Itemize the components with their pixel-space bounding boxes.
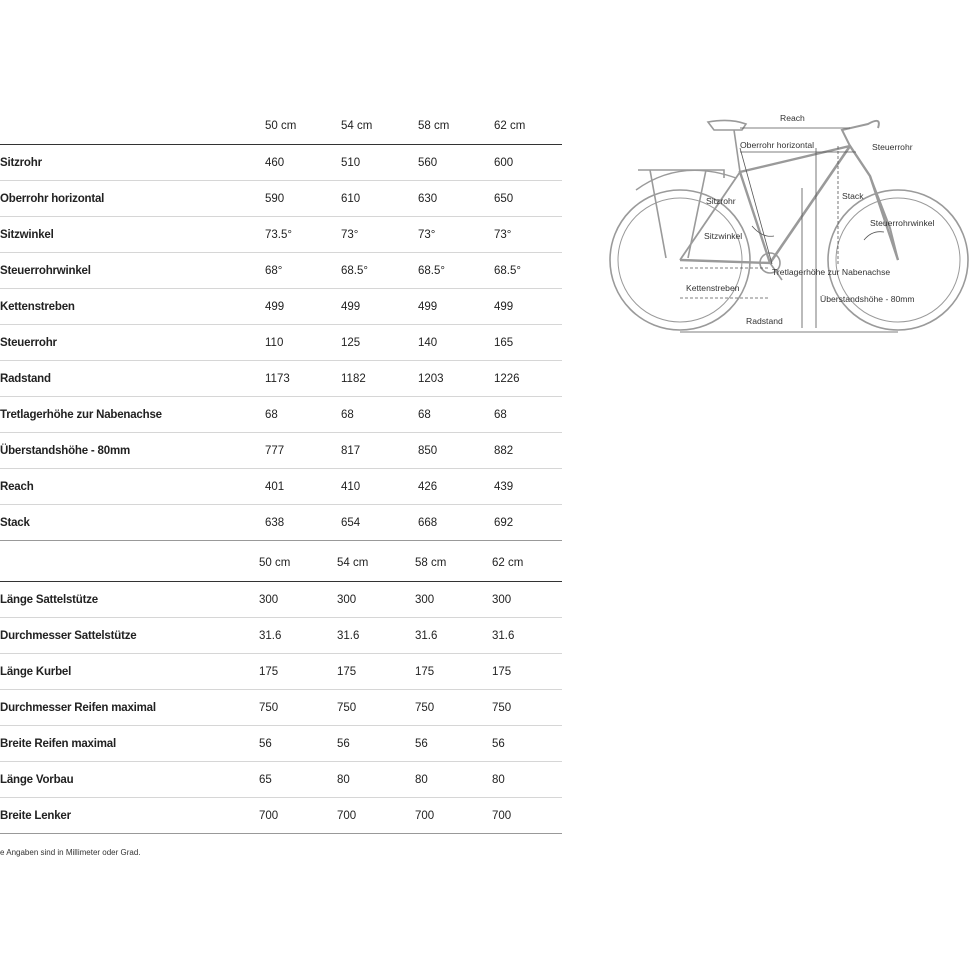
table-row bbox=[0, 762, 562, 798]
cell-value: 125 bbox=[341, 336, 361, 349]
cell-value: 750 bbox=[492, 701, 512, 714]
cell-value: 68° bbox=[265, 264, 283, 277]
cell-value: 401 bbox=[265, 480, 285, 493]
table-row bbox=[0, 433, 562, 469]
table-row bbox=[0, 217, 562, 253]
label-steuerrohrwinkel: Steuerrohrwinkel bbox=[870, 218, 935, 228]
cell-value: 140 bbox=[418, 336, 438, 349]
size-header: 54 cm bbox=[337, 557, 369, 569]
table-row bbox=[0, 181, 562, 217]
cell-value: 110 bbox=[265, 336, 284, 349]
cell-value: 68.5° bbox=[418, 264, 445, 277]
cell-value: 68 bbox=[418, 408, 431, 421]
cell-value: 410 bbox=[341, 480, 361, 493]
cell-value: 56 bbox=[259, 737, 272, 750]
label-stack: Stack bbox=[842, 191, 864, 201]
table-row bbox=[0, 505, 562, 541]
cell-value: 590 bbox=[265, 192, 285, 205]
cell-value: 300 bbox=[415, 593, 435, 606]
cell-value: 56 bbox=[415, 737, 428, 750]
cell-value: 175 bbox=[415, 665, 435, 678]
components-table bbox=[0, 545, 562, 834]
table-row bbox=[0, 145, 562, 181]
row-label: Durchmesser Reifen maximal bbox=[0, 701, 156, 714]
cell-value: 750 bbox=[337, 701, 357, 714]
size-header-row bbox=[0, 108, 562, 145]
bike-geometry-diagram bbox=[606, 108, 974, 340]
cell-value: 68.5° bbox=[341, 264, 368, 277]
cell-value: 175 bbox=[259, 665, 279, 678]
row-label: Oberrohr horizontal bbox=[0, 192, 105, 205]
cell-value: 68 bbox=[494, 408, 507, 421]
cell-value: 750 bbox=[415, 701, 435, 714]
cell-value: 73° bbox=[418, 228, 436, 241]
row-label: Länge Sattelstütze bbox=[0, 593, 99, 606]
cell-value: 31.6 bbox=[415, 629, 438, 642]
table-row bbox=[0, 618, 562, 654]
cell-value: 1173 bbox=[265, 372, 290, 385]
cell-value: 426 bbox=[418, 480, 438, 493]
dimension-labels bbox=[686, 113, 935, 326]
cell-value: 80 bbox=[337, 773, 350, 786]
cell-value: 700 bbox=[259, 809, 279, 822]
row-label: Länge Kurbel bbox=[0, 665, 72, 678]
cell-value: 499 bbox=[418, 300, 438, 313]
label-ueberstand: Überstandshöhe - 80mm bbox=[820, 294, 915, 304]
cell-value: 510 bbox=[341, 156, 361, 169]
label-oberrohr: Oberrohr horizontal bbox=[740, 140, 815, 150]
cell-value: 638 bbox=[265, 516, 285, 529]
cell-value: 850 bbox=[418, 444, 438, 457]
cell-value: 175 bbox=[492, 665, 512, 678]
cell-value: 692 bbox=[494, 516, 514, 529]
cell-value: 777 bbox=[265, 444, 285, 457]
row-label: Überstandshöhe - 80mm bbox=[0, 444, 130, 457]
size-header: 50 cm bbox=[265, 120, 297, 132]
table-row bbox=[0, 397, 562, 433]
cell-value: 460 bbox=[265, 156, 285, 169]
row-label: Durchmesser Sattelstütze bbox=[0, 629, 137, 642]
cell-value: 817 bbox=[341, 444, 361, 457]
row-label: Tretlagerhöhe zur Nabenachse bbox=[0, 408, 162, 421]
cell-value: 165 bbox=[494, 336, 514, 349]
cell-value: 300 bbox=[259, 593, 279, 606]
cell-value: 73° bbox=[341, 228, 359, 241]
cell-value: 882 bbox=[494, 444, 514, 457]
cell-value: 499 bbox=[265, 300, 285, 313]
row-label: Kettenstreben bbox=[0, 300, 75, 313]
cell-value: 700 bbox=[337, 809, 357, 822]
cell-value: 668 bbox=[418, 516, 438, 529]
cell-value: 650 bbox=[494, 192, 514, 205]
table-row bbox=[0, 361, 562, 397]
label-reach: Reach bbox=[780, 113, 805, 123]
row-label: Länge Vorbau bbox=[0, 773, 74, 786]
size-header: 58 cm bbox=[415, 557, 447, 569]
row-label: Stack bbox=[0, 516, 30, 529]
row-label: Sitzrohr bbox=[0, 156, 42, 169]
row-label: Breite Reifen maximal bbox=[0, 737, 116, 750]
cell-value: 68.5° bbox=[494, 264, 521, 277]
label-tretlager: Tretlagerhöhe zur Nabenachse bbox=[772, 267, 891, 277]
cell-value: 1203 bbox=[418, 372, 444, 385]
cell-value: 600 bbox=[494, 156, 514, 169]
table-row bbox=[0, 726, 562, 762]
row-label: Steuerrohrwinkel bbox=[0, 264, 91, 277]
cell-value: 700 bbox=[492, 809, 512, 822]
size-header: 50 cm bbox=[259, 557, 291, 569]
cell-value: 31.6 bbox=[337, 629, 360, 642]
row-label: Sitzwinkel bbox=[0, 228, 54, 241]
table-row bbox=[0, 253, 562, 289]
label-steuerrohr: Steuerrohr bbox=[872, 142, 913, 152]
size-header-row bbox=[0, 545, 562, 582]
table-row bbox=[0, 469, 562, 505]
footnote: e Angaben sind in Millimeter oder Grad. bbox=[0, 848, 141, 857]
size-header: 54 cm bbox=[341, 120, 373, 132]
cell-value: 300 bbox=[492, 593, 512, 606]
cell-value: 439 bbox=[494, 480, 514, 493]
cell-value: 73° bbox=[494, 228, 512, 241]
cell-value: 56 bbox=[492, 737, 505, 750]
cell-value: 80 bbox=[415, 773, 428, 786]
cell-value: 499 bbox=[494, 300, 514, 313]
cell-value: 31.6 bbox=[492, 629, 515, 642]
geometry-table bbox=[0, 108, 562, 541]
table-row bbox=[0, 654, 562, 690]
row-label: Reach bbox=[0, 480, 34, 493]
label-sitzrohr: Sitzrohr bbox=[706, 196, 736, 206]
cell-value: 700 bbox=[415, 809, 435, 822]
table-row bbox=[0, 690, 562, 726]
table-row bbox=[0, 289, 562, 325]
size-header: 58 cm bbox=[418, 120, 450, 132]
label-kettenstreben: Kettenstreben bbox=[686, 283, 740, 293]
table-row bbox=[0, 582, 562, 618]
cell-value: 56 bbox=[337, 737, 350, 750]
table-row bbox=[0, 325, 562, 361]
cell-value: 73.5° bbox=[265, 228, 292, 241]
cell-value: 560 bbox=[418, 156, 438, 169]
cell-value: 80 bbox=[492, 773, 505, 786]
cell-value: 68 bbox=[265, 408, 278, 421]
size-header: 62 cm bbox=[492, 557, 524, 569]
row-label: Breite Lenker bbox=[0, 809, 71, 822]
label-sitzwinkel: Sitzwinkel bbox=[704, 231, 743, 241]
cell-value: 1226 bbox=[494, 372, 520, 385]
row-label: Steuerrohr bbox=[0, 336, 57, 349]
cell-value: 499 bbox=[341, 300, 361, 313]
cell-value: 750 bbox=[259, 701, 279, 714]
size-header: 62 cm bbox=[494, 120, 526, 132]
label-radstand: Radstand bbox=[746, 316, 783, 326]
cell-value: 1182 bbox=[341, 372, 366, 385]
cell-value: 175 bbox=[337, 665, 357, 678]
cell-value: 31.6 bbox=[259, 629, 282, 642]
cell-value: 654 bbox=[341, 516, 361, 529]
cell-value: 68 bbox=[341, 408, 354, 421]
row-label: Radstand bbox=[0, 372, 51, 385]
table-row bbox=[0, 798, 562, 834]
cell-value: 610 bbox=[341, 192, 361, 205]
cell-value: 630 bbox=[418, 192, 438, 205]
cell-value: 300 bbox=[337, 593, 357, 606]
cell-value: 65 bbox=[259, 773, 272, 786]
